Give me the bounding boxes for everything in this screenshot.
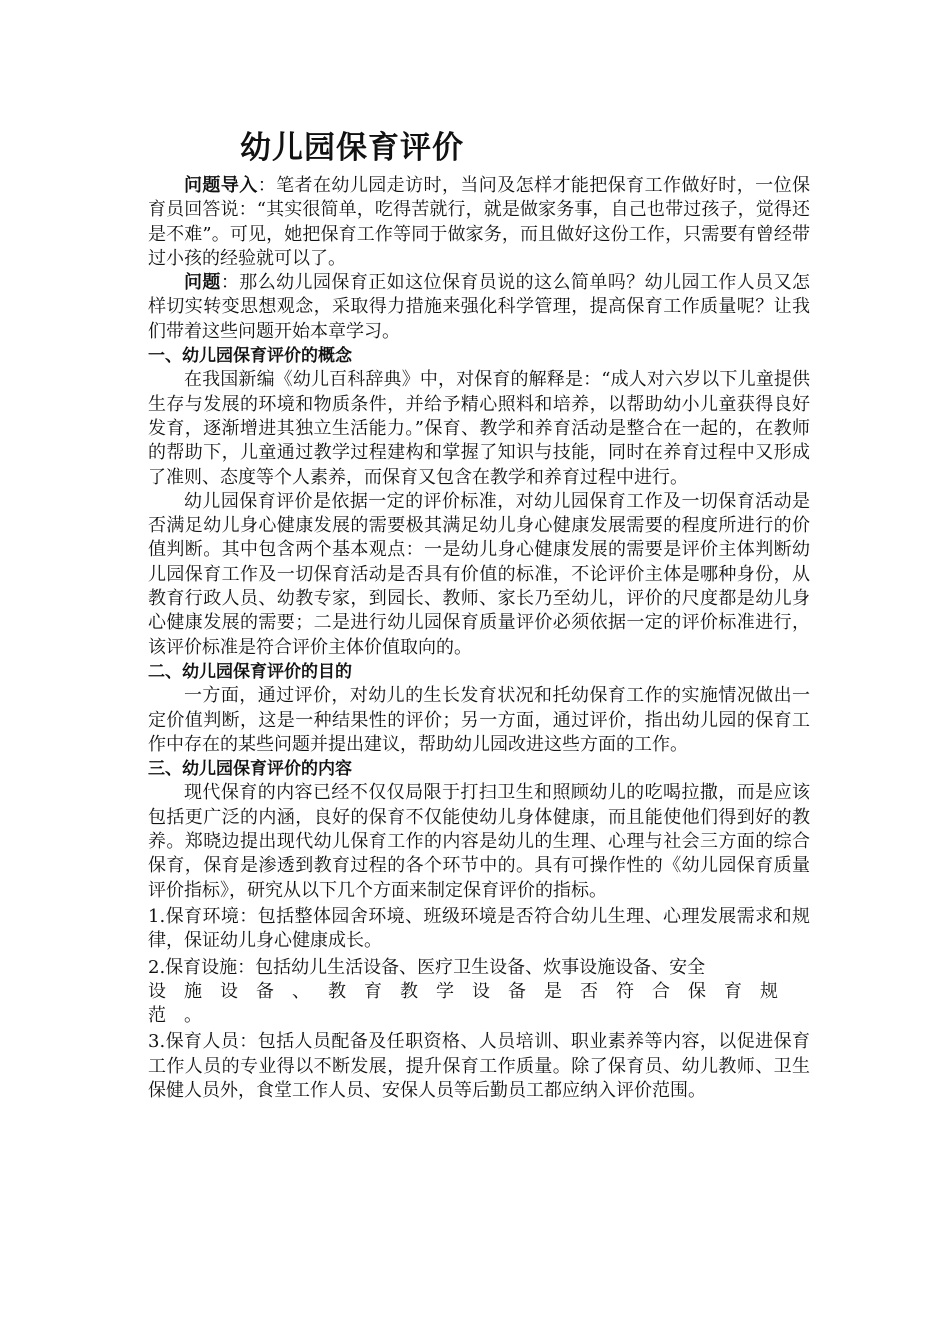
document-title: 幼儿园保育评价: [240, 130, 464, 166]
section-heading-purpose: 二、幼儿园保育评价的目的: [148, 661, 352, 682]
list-item-facilities-continued: 设施设备、教育教学设备是否符合保育规范。: [148, 980, 796, 1027]
question-lead: 问题: [184, 272, 221, 294]
intro-paragraph: [148, 174, 810, 271]
section-heading-content: 三、幼儿园保育评价的内容: [148, 759, 352, 780]
section-heading-concept: 一、幼儿园保育评价的概念: [148, 346, 352, 367]
list-item-facilities: 2.保育设施：包括幼儿生活设备、医疗卫生设备、炊事设施设备、安全: [148, 956, 706, 978]
intro-text: ：笔者在幼儿园走访时，当问及怎样才能把保育工作做好时，一位保育员回答说：“其实很简单，吃得苦就行，就是做家务事，自己也带过孩子，觉得还是不难”。可见，她把保育工作等同于做家务，而且做好这份工作，只需要有曾经带过小孩的经验就可以了。: [148, 175, 811, 269]
purpose-paragraph: 一方面，通过评价，对幼儿的生长发育状况和托幼保育工作的实施情况做出一定价值判断，这是一种结果性的评价；另一方面，通过评价，指出幼儿园的保育工作中存在的某些问题并提出建议，帮助幼儿园改进这些方面的工作。: [148, 685, 810, 755]
question-text: ：那么幼儿园保育正如这位保育员说的这么简单吗？幼儿园工作人员又怎样切实转变思想观念，采取得力措施来强化科学管理，提高保育工作质量呢？让我们带着这些问题开始本章学习。: [148, 272, 811, 342]
question-paragraph: [148, 271, 810, 344]
list-item-environment: 1.保育环境：包括整体园舍环境、班级环境是否符合幼儿生理、心理发展需求和规律，保证幼儿身心健康成长。: [148, 905, 810, 952]
list-item-personnel: 3.保育人员：包括人员配备及任职资格、人员培训、职业素养等内容，以促进保育工作人员的专业得以不断发展，提升保育工作质量。除了保育员、幼儿教师、卫生保健人员外，食堂工作人员、安保人员等后勤员工都应纳入评价范围。: [148, 1031, 810, 1101]
content-paragraph: 现代保育的内容已经不仅仅局限于打扫卫生和照顾幼儿的吃喝拉撒，而是应该包括更广泛的内涵，良好的保育不仅能使幼儿身体健康，而且能使他们得到好的教养。郑晓边提出现代幼儿保育工作的内容是幼儿的生理、心理与社会三方面的综合保育，保育是渗透到教育过程的各个环节中的。具有可操作性的《幼儿园保育质量评价指标》，研究从以下几个方面来制定保育评价的指标。: [148, 782, 810, 901]
concept-paragraph-1: 在我国新编《幼儿百科辞典》中，对保育的解释是：“成人对六岁以下儿童提供生存与发展的环境和物质条件，并给予精心照料和培养，以帮助幼小儿童获得良好发育，逐渐增进其独立生活能力。”保育、教学和养育活动是整合在一起的，在教师的帮助下，儿童通过教学过程建构和掌握了知识与技能，同时在养育过程中又形成了准则、态度等个人素养，而保育又包含在教学和养育过程中进行。: [148, 369, 810, 488]
intro-lead: 问题导入: [184, 175, 258, 196]
concept-paragraph-2: 幼儿园保育评价是依据一定的评价标准，对幼儿园保育工作及一切保育活动是否满足幼儿身心健康发展的需要极其满足幼儿身心健康发展需要的程度所进行的价值判断。其中包含两个基本观点：一是幼儿身心健康发展的需要是评价主体判断幼儿园保育工作及一切保育活动是否具有价值的标准，不论评价主体是哪种身份，从教育行政人员、幼教专家，到园长、教师、家长乃至幼儿，评价的尺度都是幼儿身心健康发展的需要；二是进行幼儿园保育质量评价必须依据一定的评价标准进行，该评价标准是符合评价主体价值取向的。: [148, 490, 810, 658]
document-page: [148, 128, 810, 1103]
